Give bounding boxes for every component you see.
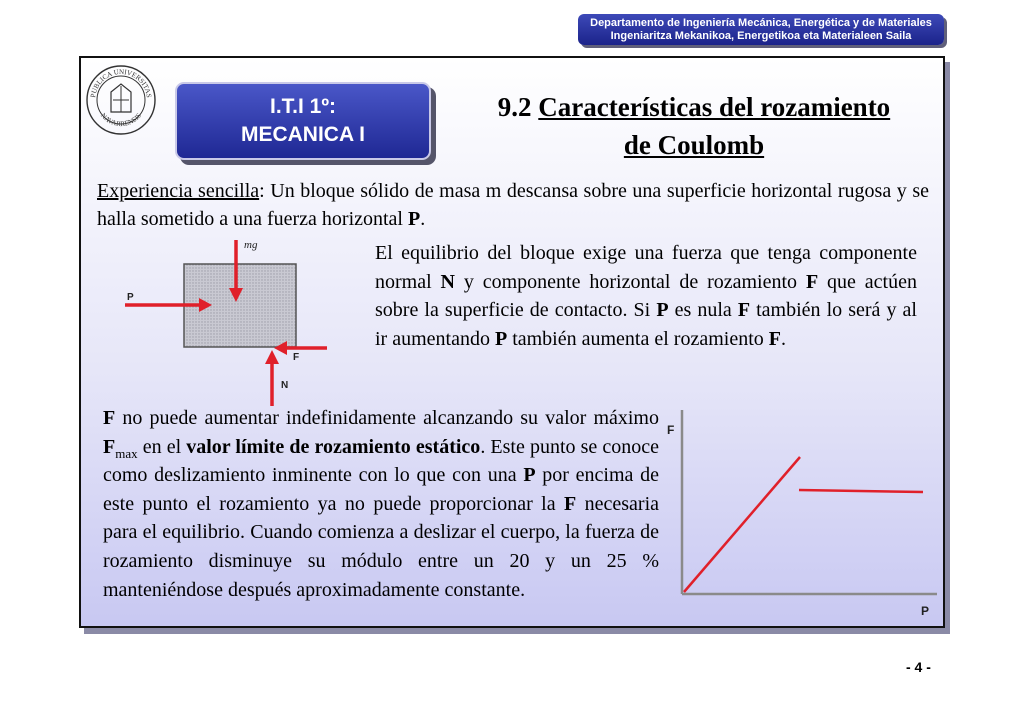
course-badge xyxy=(175,82,431,160)
title-line-1: Características del rozamiento xyxy=(538,92,891,122)
intro-text: : Un bloque sólido de masa m descansa sobre una superficie horizontal rugosa y se halla sometido a una fuerza horizontal xyxy=(97,180,929,230)
fl-text-1: no puede aumentar indefinidamente alcanzando su valor máximo xyxy=(115,407,659,429)
page-title xyxy=(451,88,937,164)
eq-N: N xyxy=(440,270,455,293)
friction-graph xyxy=(665,404,941,628)
fl-text-2: en el xyxy=(137,435,187,458)
department-name-eu: Ingeniaritza Mekanikoa, Energetikoa eta Materialeen Saila xyxy=(610,30,912,42)
eq-text-4: es nula xyxy=(668,299,738,321)
graph-x-label: P xyxy=(921,604,930,618)
N-label: N xyxy=(281,380,289,391)
mg-label: mg xyxy=(244,239,258,251)
friction-limit-paragraph xyxy=(103,404,659,604)
N-arrowhead xyxy=(265,350,279,364)
intro-end: . xyxy=(420,208,426,230)
seal-text-bottom: NAVARRENSIS xyxy=(99,111,143,129)
intro-paragraph xyxy=(97,177,929,233)
university-seal-icon xyxy=(85,64,157,136)
eq-text-5: también lo será y al ir aumentando xyxy=(375,299,917,350)
fl-text-4: por encima de este punto el rozamiento ya no puede proporcionar la xyxy=(103,464,659,515)
intro-label: Experiencia sencilla xyxy=(97,180,260,202)
eq-text-6: también aumenta el rozamiento xyxy=(507,327,769,350)
title-line-2: de Coulomb xyxy=(623,130,765,160)
fl-F2: F xyxy=(564,492,577,515)
fl-bold-phrase: valor límite de rozamiento estático xyxy=(186,435,481,458)
slide-panel xyxy=(79,56,945,628)
fl-F: F xyxy=(103,407,116,429)
fl-Fmax: F xyxy=(103,435,116,458)
F-label: F xyxy=(293,352,300,363)
eq-P1: P xyxy=(656,299,669,321)
equilibrium-paragraph xyxy=(375,239,917,353)
eq-text-3: que actúen sobre la superficie de contacto. Si xyxy=(375,270,917,321)
course-code: I.T.I 1º: xyxy=(269,95,336,118)
static-friction-line xyxy=(684,457,800,592)
eq-text-1: El equilibrio del bloque exige una fuerza que tenga componente normal xyxy=(375,242,917,293)
eq-F3: F xyxy=(768,327,781,350)
kinetic-friction-line xyxy=(799,490,923,492)
svg-text:NAVARRENSIS xyxy=(99,112,143,128)
eq-text-2: y componente horizontal de rozamiento xyxy=(454,270,806,293)
fl-text-5: necesaria para el equilibrio. Cuando comienza a deslizar el cuerpo, la fuerza de rozamiento disminuye su módulo entre un 20 y un 25 % manteniéndose después aproximadamente constante. xyxy=(103,492,660,601)
eq-F2: F xyxy=(737,299,751,321)
eq-text-7: . xyxy=(780,327,786,350)
eq-P2: P xyxy=(494,327,508,350)
fl-P: P xyxy=(523,464,536,487)
P-label: P xyxy=(127,292,134,303)
free-body-diagram xyxy=(111,228,351,418)
department-banner xyxy=(578,14,944,45)
fl-text-3: . Este punto se conoce como deslizamiento inminente con lo que con una xyxy=(103,435,660,487)
department-name-es: Departamento de Ingeniería Mecánica, Energética y de Materiales xyxy=(590,17,932,29)
title-number: 9.2 xyxy=(497,92,539,122)
intro-force: P xyxy=(408,208,421,230)
seal-text-top: PUBLICA UNIVERSITAS xyxy=(89,67,153,99)
course-name: MECANICA I xyxy=(240,123,366,146)
graph-y-label: F xyxy=(667,423,675,437)
page-number: - 4 - xyxy=(906,659,931,675)
eq-F: F xyxy=(805,270,819,293)
fl-max-subscript: max xyxy=(115,445,138,461)
